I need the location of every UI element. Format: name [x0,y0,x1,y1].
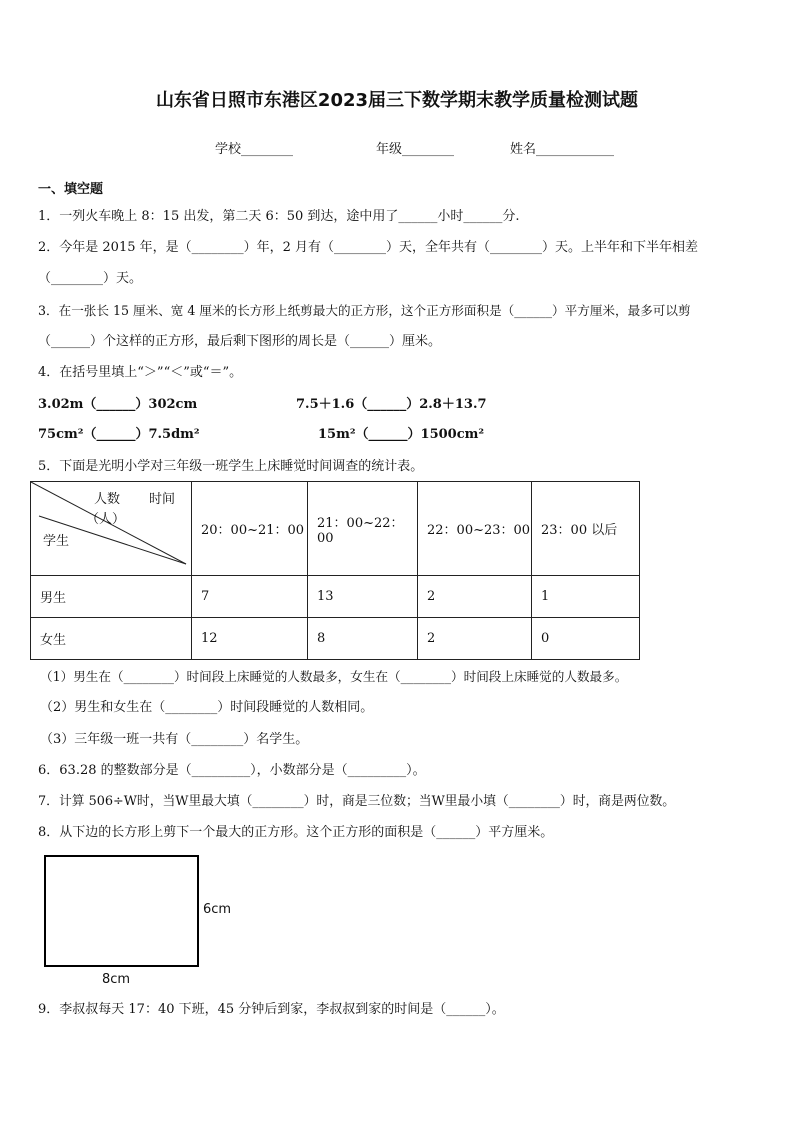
table-row [31,576,640,618]
school-field: 学校________ [215,142,294,157]
column-header: 20：00~21：00 [192,482,308,576]
compare-item-b: 7.5＋1.6（______）2.8＋13.7 [296,397,487,412]
height-label: 6cm [203,902,232,917]
question-2-line-2: （________）天。 [38,271,143,286]
header-unit-label: （人） [86,512,126,527]
header-student-label: 学生 [43,534,70,549]
table-row [31,618,640,660]
page-title: 山东省日照市东港区2023届三下数学期末教学质量检测试题 [155,90,639,111]
question-3-line-1: 3．在一张长 15 厘米、宽 4 厘米的长方形上纸剪最大的正方形，这个正方形面积是（______）平方厘米，最多可以剪 [38,303,691,318]
table-cell: 1 [532,576,640,618]
row-label: 男生 [31,576,192,618]
question-8: 8．从下边的长方形上剪下一个最大的正方形。这个正方形的面积是（______）平方厘米。 [38,825,554,840]
grade-field: 年级________ [376,142,455,157]
table-cell: 0 [532,618,640,660]
sleep-time-table [30,481,640,660]
question-5-sub-1: （1）男生在（________）时间段上床睡觉的人数最多，女生在（________）时间段上床睡觉的人数最多。 [40,669,628,684]
column-header: 22：00~23：00 [418,482,532,576]
table-cell: 8 [308,618,418,660]
column-header: 21：00~22：00 [308,482,418,576]
section-heading: 一、填空题 [38,182,104,197]
compare-item-a: 3.02m（______）302cm [38,397,198,412]
table-cell: 2 [418,576,532,618]
rectangle-figure [44,855,199,967]
question-4: 4．在括号里填上“＞”“＜”或“＝”。 [38,365,243,380]
table-cell: 7 [192,576,308,618]
compare-item-c: 75cm²（______）7.5dm² [38,427,200,442]
question-3-line-2: （______）个这样的正方形，最后剩下图形的周长是（______）厘米。 [38,334,442,349]
name-field: 姓名____________ [510,142,615,157]
question-9: 9．李叔叔每天 17：40 下班，45 分钟后到家，李叔叔到家的时间是（______）。 [38,1002,505,1017]
row-label: 女生 [31,618,192,660]
question-6: 6．63.28 的整数部分是（_________），小数部分是（_________）。 [38,763,426,778]
header-count-label: 人数 [94,492,121,507]
question-7: 7．计算 506÷W时，当W里最大填（________）时，商是三位数；当W里最小填（________）时，商是两位数。 [38,794,676,809]
question-2-line-1: 2．今年是 2015 年，是（________）年，2 月有（________）天，全年共有（________）天。上半年和下半年相差 [38,240,699,255]
question-5: 5．下面是光明小学对三年级一班学生上床睡觉时间调查的统计表。 [38,459,424,474]
table-cell: 12 [192,618,308,660]
header-time-label: 时间 [149,492,176,507]
question-5-sub-3: （3）三年级一班一共有（________）名学生。 [40,732,309,747]
question-5-sub-2: （2）男生和女生在（________）时间段睡觉的人数相同。 [40,700,374,715]
question-1: 1．一列火车晚上 8：15 出发，第二天 6：50 到达，途中用了______小时______分. [38,209,520,224]
table-cell: 2 [418,618,532,660]
width-label: 8cm [102,972,131,987]
table-cell: 13 [308,576,418,618]
compare-item-d: 15m²（______）1500cm² [318,427,485,442]
table-header-row [31,482,640,576]
column-header: 23：00 以后 [532,482,640,576]
table-corner-cell [31,482,192,576]
